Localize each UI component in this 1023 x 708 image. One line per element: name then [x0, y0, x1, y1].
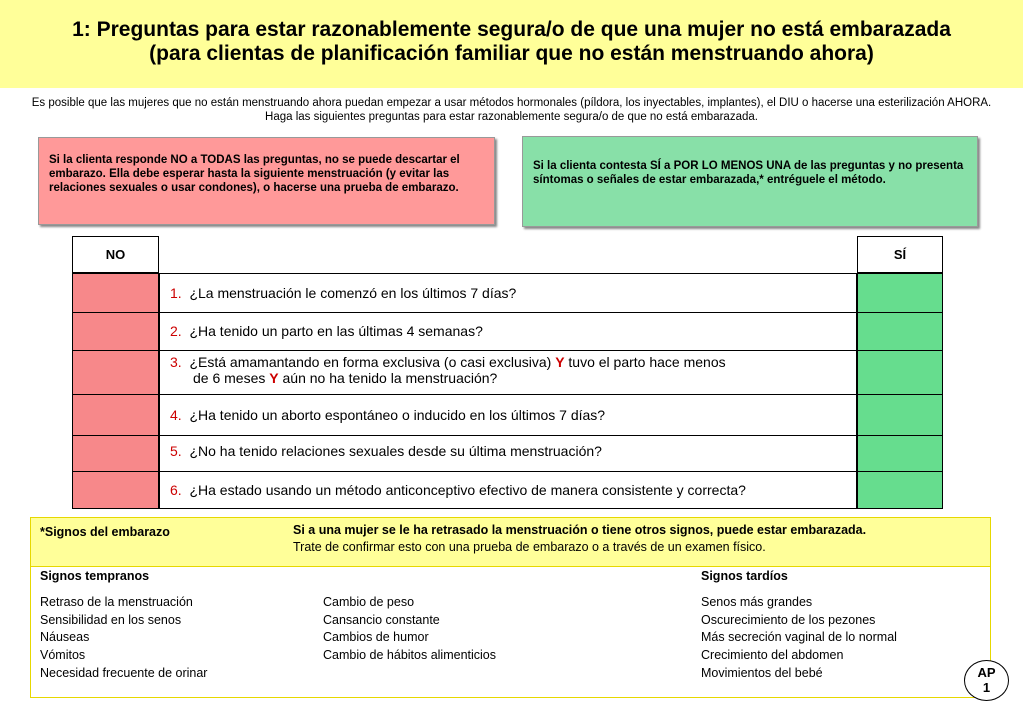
list-item: Retraso de la menstruación [40, 595, 193, 609]
answer-no-cell-2[interactable] [72, 312, 159, 351]
list-item: Cambios de humor [323, 630, 429, 645]
question-number: 2. [170, 323, 182, 339]
list-item: Necesidad frecuente de orinar [40, 665, 208, 680]
question-text: aún no ha tenido la menstruación? [282, 370, 498, 386]
emphasis-y: Y [269, 370, 279, 386]
list-item: Sensibilidad en los senos [40, 612, 182, 627]
signs-note-bold: Si a una mujer se le ha retrasado la menstruación o tiene otros signos, puede estar embarazada. [293, 523, 867, 537]
early-signs-list-2 [323, 594, 496, 665]
question-number: 4. [170, 407, 182, 423]
question-text: ¿No ha tenido relaciones sexuales desde su última menstruación? [189, 443, 602, 459]
badge-line-1: AP [977, 665, 996, 680]
list-item: Oscurecimiento de los pezones [701, 612, 876, 627]
question-text: ¿Ha tenido un aborto espontáneo o inducido en los últimos 7 días? [189, 407, 606, 423]
answer-no-cell-4[interactable] [72, 394, 159, 436]
column-header-no: NO [72, 236, 159, 273]
page-badge [964, 660, 1009, 701]
signs-heading: *Signos del embarazo [40, 525, 170, 539]
si-instruction-box: Si la clienta contesta SÍ a POR LO MENOS UNA de las preguntas y no presenta síntomas o señales de estar embarazada,* entréguele el método. [522, 136, 978, 227]
question-text: ¿Ha tenido un parto en las últimas 4 semanas? [189, 323, 483, 339]
no-instruction-box: Si la clienta responde NO a TODAS las preguntas, no se puede descartar el embarazo. Ella debe esperar hasta la siguiente menstruación (y evitar las relaciones sexuales o usar condones), o hacerse una prueba de embarazo. [38, 137, 495, 225]
question-text: ¿La menstruación le comenzó en los últimos 7 días? [189, 285, 517, 301]
early-signs-list-1 [40, 594, 207, 683]
signs-note: Trate de confirmar esto con una prueba de embarazo o a través de un examen físico. [293, 540, 766, 554]
late-signs-heading: Signos tardíos [701, 569, 788, 583]
question-row-3 [159, 350, 857, 395]
list-item: Movimientos del bebé [701, 665, 823, 680]
list-item: Náuseas [40, 630, 90, 645]
answer-si-cell-1[interactable] [857, 273, 943, 313]
answer-si-cell-5[interactable] [857, 435, 943, 472]
column-header-si: SÍ [857, 236, 943, 273]
early-signs-heading: Signos tempranos [40, 569, 150, 583]
late-signs-list [701, 594, 897, 683]
answer-no-cell-6[interactable] [72, 471, 159, 509]
answer-no-cell-5[interactable] [72, 435, 159, 472]
emphasis-y: Y [555, 354, 565, 370]
list-item: Más secreción vaginal de lo normal [701, 630, 897, 645]
list-item: Crecimiento del abdomen [701, 648, 844, 663]
answer-si-cell-2[interactable] [857, 312, 943, 351]
question-text: de 6 meses [193, 370, 266, 386]
question-row-6 [159, 471, 857, 509]
question-number: 1. [170, 285, 182, 301]
list-item: Cambio de peso [323, 595, 415, 609]
list-item: Senos más grandes [701, 595, 813, 609]
list-item: Vómitos [40, 648, 86, 663]
question-text: ¿Ha estado usando un método anticonceptivo efectivo de manera consistente y correcta? [189, 482, 746, 498]
question-number: 6. [170, 482, 182, 498]
question-row-1 [159, 273, 857, 313]
list-item: Cansancio constante [323, 612, 440, 627]
question-row-2 [159, 312, 857, 351]
badge-line-2: 1 [982, 680, 991, 695]
question-row-4 [159, 394, 857, 436]
question-row-5 [159, 435, 857, 472]
list-item: Cambio de hábitos alimenticios [323, 648, 497, 663]
answer-si-cell-6[interactable] [857, 471, 943, 509]
title-banner [0, 0, 1023, 88]
answer-no-cell-1[interactable] [72, 273, 159, 313]
question-number: 5. [170, 443, 182, 459]
intro-text: Es posible que las mujeres que no están menstruando ahora puedan empezar a usar métodos hormonales (píldora, los inyectables, implantes), el DIU o hacerse una esterilización AHORA. Haga las siguientes preguntas para estar razonablemente segura/o de que no está embarazada. [31, 97, 992, 123]
answer-si-cell-4[interactable] [857, 394, 943, 436]
page-title-line-1: 1: Preguntas para estar razonablemente segura/o de que una mujer no está embarazada [72, 18, 951, 41]
answer-no-cell-3[interactable] [72, 350, 159, 395]
question-text: tuvo el parto hace menos [568, 354, 726, 370]
question-number: 3. [170, 354, 182, 370]
pregnancy-signs-box [30, 517, 991, 698]
question-text: ¿Está amamantando en forma exclusiva (o casi exclusiva) [189, 354, 552, 370]
page-title-line-2: (para clientas de planificación familiar que no están menstruando ahora) [149, 42, 874, 65]
answer-si-cell-3[interactable] [857, 350, 943, 395]
